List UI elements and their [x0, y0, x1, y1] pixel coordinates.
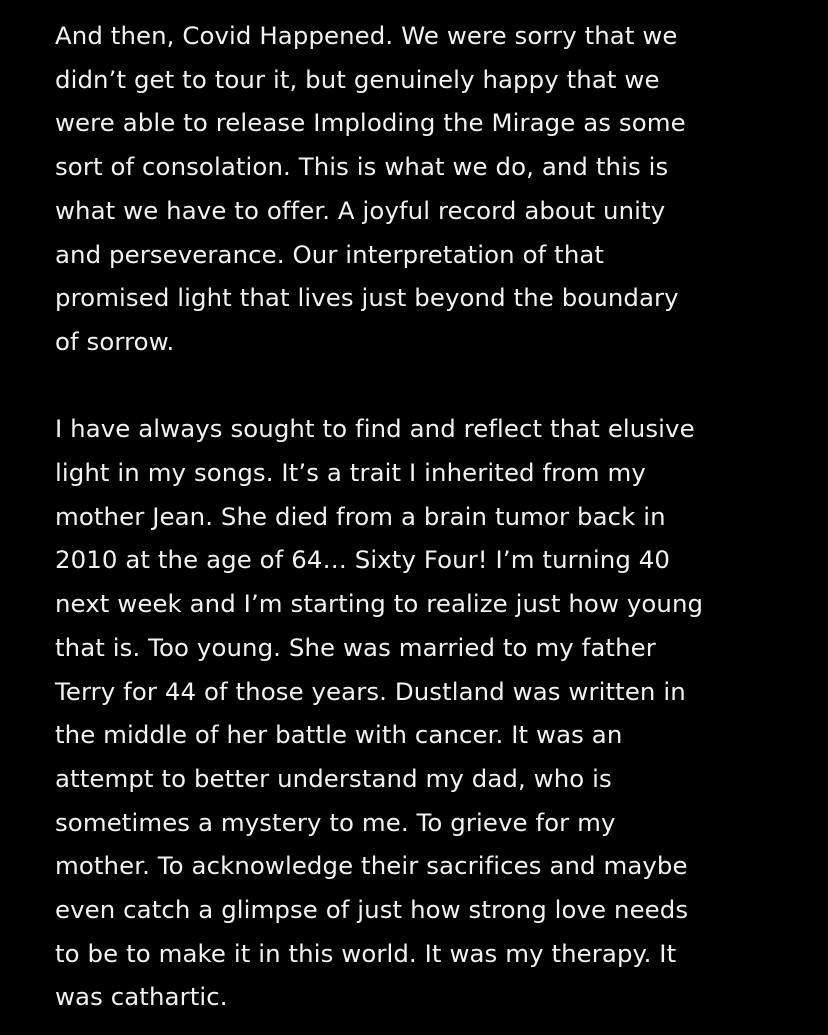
paragraph-covid	[55, 14, 788, 364]
text-line: promised light that lives just beyond the boundary	[55, 283, 679, 313]
text-line: what we have to offer. A joyful record about unity	[55, 195, 666, 225]
text-line: next week and I’m starting to realize just how young	[55, 589, 704, 619]
text-line: and perseverance. Our interpretation of that	[55, 239, 605, 269]
text-line: that is. Too young. She was married to my father	[55, 632, 656, 662]
text-line: 2010 at the age of 64… Sixty Four! I’m turning 40	[55, 545, 670, 575]
text-line: sometimes a mystery to me. To grieve for my	[55, 807, 616, 837]
text-line: was cathartic.	[55, 982, 228, 1012]
text-line: didn’t get to tour it, but genuinely happy that we	[55, 64, 660, 94]
text-line: sort of consolation. This is what we do, and this is	[55, 152, 669, 182]
text-line: mother. To acknowledge their sacrifices and maybe	[55, 851, 688, 881]
text-line: And then, Covid Happened. We were sorry that we	[55, 21, 678, 50]
text-line: to be to make it in this world. It was my therapy. It	[55, 938, 677, 968]
text-line: light in my songs. It’s a trait I inherited from my	[55, 458, 646, 488]
text-line: I have always sought to find and reflect that elusive	[55, 414, 695, 444]
text-line: attempt to better understand my dad, who is	[55, 763, 612, 793]
text-line: Terry for 44 of those years. Dustland was written in	[55, 676, 686, 706]
text-line: mother Jean. She died from a brain tumor back in	[55, 501, 666, 531]
paragraph-mother	[55, 407, 788, 1019]
text-line: even catch a glimpse of just how strong love needs	[55, 895, 689, 925]
text-line: of sorrow.	[55, 326, 175, 356]
text-line: the middle of her battle with cancer. It was an	[55, 720, 623, 750]
text-line: were able to release Imploding the Mirage as some	[55, 108, 686, 138]
